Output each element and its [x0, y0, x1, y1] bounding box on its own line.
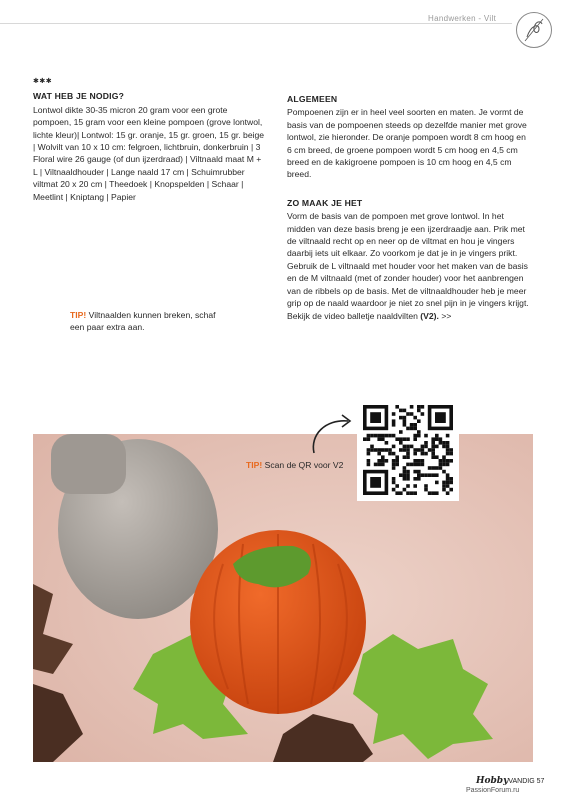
tip-label: TIP!	[246, 460, 263, 470]
general-text: Pompoenen zijn er in heel veel soorten en maten. Je vormt de basis van de pompoenen steeds op dezelfde manier met grove lontwol, zie hieronder. De oranje pompoen wordt 8 cm hoog en 6 cm breed, de groene pompoen wordt 5 cm hoog en 4,5 cm breed en de kakigroene pompoen is 10 cm hoog en 4,5 cm breed.	[287, 107, 527, 180]
tip-text: Scan de QR voor V2	[264, 460, 344, 470]
section-label: Handwerken - Vilt	[428, 14, 497, 23]
video-ref[interactable]: (V2).	[420, 310, 439, 321]
page-footer	[476, 776, 544, 786]
curved-arrow-icon	[300, 405, 360, 465]
howto-heading: ZO MAAK JE HET	[287, 197, 363, 208]
qr-code[interactable]	[357, 399, 459, 501]
magazine-logo	[516, 12, 552, 48]
difficulty-stars: ✱✱✱	[33, 78, 53, 85]
watermark: PassionForum.ru	[466, 787, 520, 794]
page-number: 57	[536, 778, 545, 785]
qr-code-icon	[357, 399, 459, 501]
tip-text: Viltnaalden kunnen breken, schaf een paar extra aan.	[70, 310, 216, 333]
howto-body: Vorm de basis van de pompoen met grove lontwol. In het midden van deze basis breng je een ijzerdraadje aan. Prik met de viltnaald recht op en neer op de viltmat en hou je vingers daarbij iets uit elkaar. Zo voorkom je dat je in je vingers prikt. Gebruik de L viltnaald met houder voor het maken van de basis en de M viltnaald (met of zonder houder) voor het aanbrengen van de ribbels op de basis. Met de viltnaaldhouder heb je meer grip op de naald waardoor je niet zo snel pijn in je vingers krijgt. Bekijk de video balletje naaldvilten	[287, 211, 529, 321]
materials-list: Lontwol dikte 30-35 micron 20 gram voor een grote pompoen, 15 gram voor een kleine pompoen (grove lontwol, lichte kleur)| Lontwol: 15 gr. oranje, 15 gr. groen, 15 gr. beige | Wolvilt van 10 x 10 cm: felgroen, lichtbruin, donkerbruin | 3 Floral wire 26 gauge (of dun ijzerdraad) | Viltnaald maat M + L | Viltnaaldhouder | Lange naald 17 cm | Schuimrubber viltmat 20 x 20 cm | Theedoek | Knopspelden | Schaar | Meetlint | Kniptang | Papier	[33, 104, 265, 202]
general-heading: ALGEMEEN	[287, 94, 338, 104]
tip-label: TIP!	[70, 310, 87, 320]
continue-marker: >>	[441, 310, 452, 321]
materials-heading: WAT HEB JE NODIG?	[33, 91, 125, 102]
brand-logo: Hobby	[476, 776, 509, 786]
tip-needles	[70, 309, 230, 334]
needle-thread-icon	[517, 13, 551, 47]
howto-text	[287, 210, 532, 322]
tip-qr	[246, 459, 343, 471]
materials-column	[33, 76, 265, 203]
instructions-column	[287, 93, 532, 322]
brand-suffix: VANDIG	[508, 778, 535, 785]
header-line	[0, 23, 512, 24]
